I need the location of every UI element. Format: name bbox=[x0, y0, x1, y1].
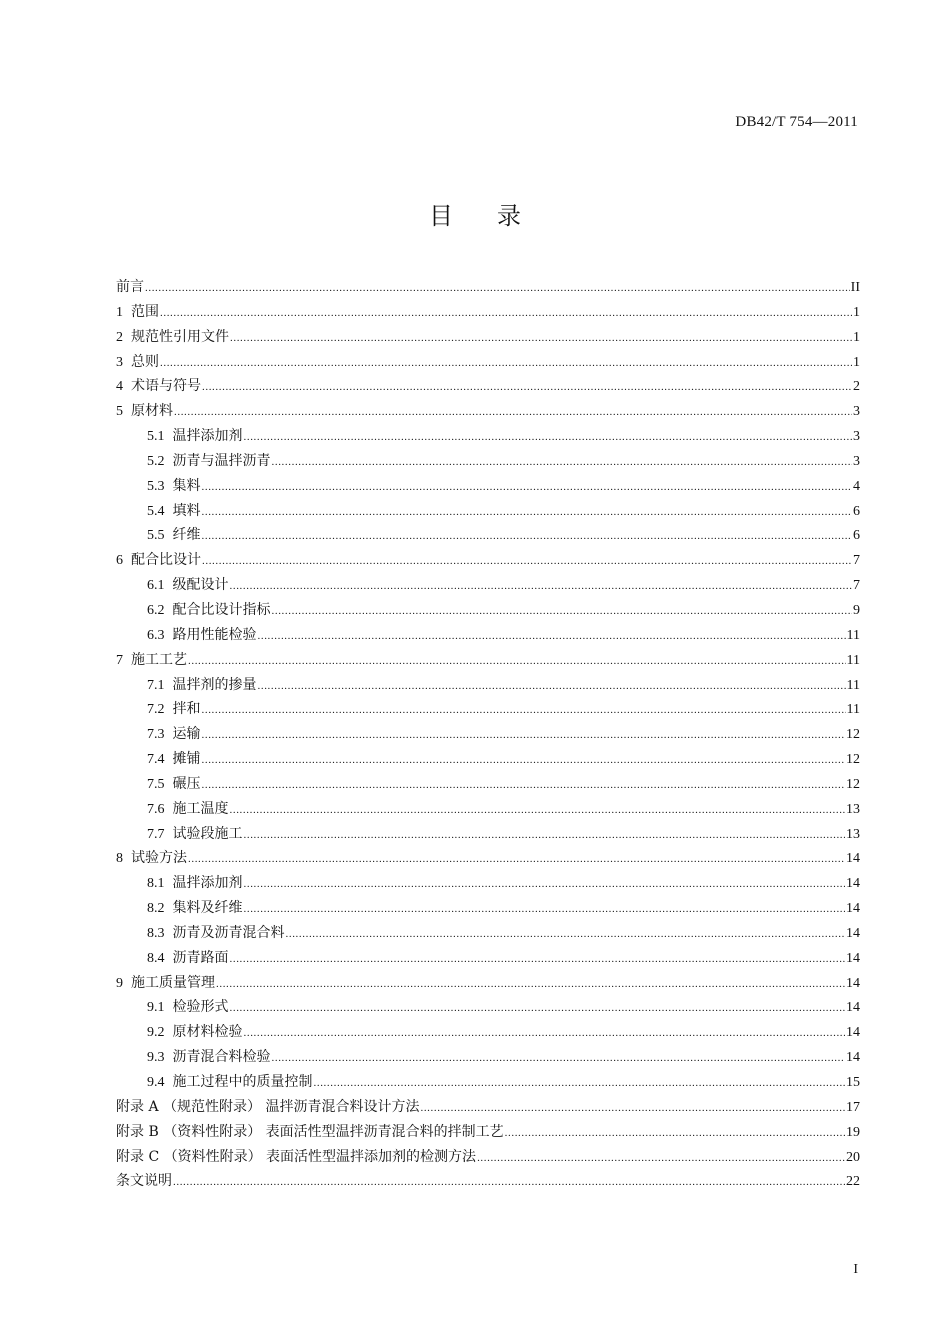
toc-entry-page: 14 bbox=[846, 1050, 860, 1066]
toc-entry-number: 6 bbox=[116, 553, 123, 569]
toc-entry-number: 4 bbox=[116, 379, 123, 395]
toc-entry[interactable] bbox=[116, 648, 860, 673]
toc-leader-dots bbox=[258, 624, 846, 649]
toc-leader-dots bbox=[202, 773, 846, 798]
toc-entry-page: II bbox=[850, 280, 860, 295]
toc-entry-number: 5.5 bbox=[147, 528, 165, 544]
toc-entry-text: 术语与符号 bbox=[131, 378, 201, 395]
toc-entry-text: 温拌剂的掺量 bbox=[172, 676, 257, 693]
toc-entry[interactable] bbox=[116, 896, 860, 921]
toc-entry-page: 11 bbox=[846, 702, 860, 718]
toc-entry[interactable] bbox=[116, 449, 860, 474]
toc-entry[interactable] bbox=[116, 424, 860, 449]
toc-entry-page: 6 bbox=[853, 503, 860, 519]
toc-entry-page: 12 bbox=[846, 776, 860, 792]
toc-leader-dots bbox=[230, 996, 846, 1021]
toc-leader-dots bbox=[272, 599, 853, 624]
toc-entry-text: 纤维 bbox=[172, 527, 201, 544]
toc-leader-dots bbox=[244, 897, 846, 922]
toc-entry-number: 6.1 bbox=[147, 578, 165, 594]
toc-entry-number: 8.4 bbox=[147, 950, 165, 966]
toc-entry-label bbox=[147, 673, 257, 699]
toc-entry-page: 20 bbox=[846, 1149, 860, 1165]
toc-entry-number: 5.4 bbox=[147, 503, 165, 519]
toc-entry-text: 集料 bbox=[172, 477, 201, 494]
toc-entry-number: 9 bbox=[116, 975, 123, 991]
toc-entry-page: 12 bbox=[846, 752, 860, 768]
toc-entry-label bbox=[147, 946, 229, 972]
toc-leader-dots bbox=[188, 847, 845, 872]
toc-entry-page: 14 bbox=[846, 876, 860, 892]
toc-leader-dots bbox=[420, 1096, 845, 1121]
toc-entry[interactable] bbox=[116, 573, 860, 598]
toc-entry[interactable] bbox=[116, 374, 860, 399]
toc-entry[interactable] bbox=[116, 325, 860, 350]
toc-entry-label bbox=[116, 374, 201, 400]
toc-entry-number: 7.4 bbox=[147, 752, 165, 768]
toc-leader-dots bbox=[174, 400, 852, 425]
toc-leader-dots bbox=[244, 1021, 846, 1046]
toc-entry-text: 温拌添加剂 bbox=[172, 875, 243, 892]
toc-entry-label bbox=[116, 275, 144, 300]
toc-entry-page: 2 bbox=[853, 379, 860, 395]
toc-entry-text: 试验方法 bbox=[131, 850, 187, 867]
toc-entry-page: 15 bbox=[846, 1075, 860, 1090]
toc-entry[interactable] bbox=[116, 399, 860, 424]
toc-leader-dots bbox=[286, 922, 846, 947]
toc-entry-number: 9.4 bbox=[147, 1075, 165, 1090]
toc-entry-number: 9.2 bbox=[147, 1025, 165, 1041]
toc-leader-dots bbox=[230, 326, 852, 351]
toc-entry-label bbox=[147, 797, 229, 823]
toc-entry[interactable] bbox=[116, 350, 860, 375]
toc-entry-number: 5.3 bbox=[147, 478, 165, 494]
toc-leader-dots bbox=[216, 972, 845, 997]
toc-entry-label bbox=[147, 499, 201, 525]
toc-entry[interactable] bbox=[116, 1145, 860, 1170]
toc-entry-page: 13 bbox=[846, 826, 860, 842]
toc-entry-label bbox=[116, 548, 201, 574]
toc-leader-dots bbox=[145, 276, 850, 301]
toc-entry-page: 9 bbox=[853, 602, 860, 618]
toc-entry-label bbox=[147, 623, 257, 649]
toc-entry-number: 7.2 bbox=[147, 702, 165, 718]
toc-entry-number: 7.7 bbox=[147, 826, 165, 842]
toc-entry-page: 6 bbox=[853, 528, 860, 544]
toc-entry-label bbox=[147, 474, 201, 500]
toc-leader-dots bbox=[202, 475, 853, 500]
toc-leader-dots bbox=[202, 698, 846, 723]
toc-entry[interactable] bbox=[116, 1020, 860, 1045]
toc-entry-number: 9.1 bbox=[147, 1000, 165, 1016]
toc-entry-page: 3 bbox=[853, 429, 860, 445]
toc-entry[interactable] bbox=[116, 300, 860, 325]
toc-entry-label bbox=[116, 325, 229, 351]
toc-entry-page: 14 bbox=[846, 950, 860, 966]
page-number: I bbox=[853, 1262, 858, 1277]
toc-entry[interactable] bbox=[116, 995, 860, 1020]
toc-entry-label bbox=[116, 648, 187, 674]
toc-entry-text: 附录 B （资料性附录） 表面活性型温拌沥青混合料的拌制工艺 bbox=[116, 1123, 504, 1140]
toc-entry-label bbox=[147, 871, 243, 897]
toc-leader-dots bbox=[505, 1121, 845, 1146]
toc-entry-page: 7 bbox=[853, 553, 860, 569]
toc-entry[interactable] bbox=[116, 673, 860, 698]
toc-entry-number: 2 bbox=[116, 329, 123, 345]
toc-entry-label bbox=[147, 449, 271, 475]
toc-entry-label bbox=[147, 1020, 243, 1046]
toc-entry[interactable] bbox=[116, 523, 860, 548]
toc-entry-text: 配合比设计 bbox=[131, 552, 201, 569]
toc-entry-page: 11 bbox=[846, 652, 860, 668]
toc-leader-dots bbox=[272, 1046, 846, 1071]
toc-entry-label bbox=[147, 697, 201, 723]
toc-entry[interactable] bbox=[116, 846, 860, 871]
toc-leader-dots bbox=[477, 1146, 845, 1171]
toc-entry-text: 级配设计 bbox=[172, 577, 229, 594]
toc-entry-text: 总则 bbox=[131, 353, 159, 370]
toc-entry[interactable] bbox=[116, 921, 860, 946]
toc-entry[interactable] bbox=[116, 1120, 860, 1145]
toc-entry-text: 附录 C （资料性附录） 表面活性型温拌添加剂的检测方法 bbox=[116, 1148, 477, 1165]
toc-leader-dots bbox=[244, 823, 846, 848]
toc-entry[interactable] bbox=[116, 772, 860, 797]
toc-entry-number: 8 bbox=[116, 851, 123, 867]
toc-entry-page: 1 bbox=[853, 304, 860, 320]
toc-entry-text: 碾压 bbox=[172, 775, 201, 792]
toc-entry-label bbox=[147, 822, 243, 848]
toc-entry-text: 摊铺 bbox=[172, 751, 201, 768]
toc-entry-page: 7 bbox=[853, 578, 860, 594]
toc-entry-text: 沥青及沥青混合料 bbox=[172, 924, 285, 941]
toc-entry[interactable] bbox=[116, 822, 860, 847]
toc-entry-number: 5.2 bbox=[147, 453, 165, 469]
toc-entry-text: 集料及纤维 bbox=[172, 900, 243, 917]
toc-leader-dots bbox=[230, 947, 846, 972]
toc-entry-label bbox=[116, 1095, 419, 1120]
toc-entry[interactable] bbox=[116, 1169, 860, 1194]
toc-entry-page: 13 bbox=[846, 801, 860, 817]
toc-entry-label bbox=[116, 1145, 476, 1170]
toc-leader-dots bbox=[202, 524, 853, 549]
toc-entry-text: 附录 A （规范性附录） 温拌沥青混合料设计方法 bbox=[116, 1098, 420, 1115]
toc-leader-dots bbox=[188, 649, 846, 674]
toc-entry-label bbox=[147, 598, 271, 624]
toc-entry[interactable] bbox=[116, 548, 860, 573]
toc-entry-text: 温拌添加剂 bbox=[172, 428, 243, 445]
toc-entry-text: 原材料 bbox=[131, 403, 173, 420]
toc-entry-text: 施工温度 bbox=[172, 800, 229, 817]
toc-leader-dots bbox=[173, 1170, 845, 1195]
toc-entry[interactable] bbox=[116, 697, 860, 722]
toc-leader-dots bbox=[258, 674, 846, 699]
toc-entry-label bbox=[147, 896, 243, 922]
toc-entry-text: 条文说明 bbox=[116, 1173, 172, 1190]
page-title: 目录 bbox=[429, 202, 565, 230]
toc-leader-dots bbox=[244, 425, 853, 450]
toc-entry-label bbox=[147, 523, 201, 549]
toc-entry-text: 施工质量管理 bbox=[131, 974, 215, 991]
toc-entry-label bbox=[147, 722, 201, 748]
toc-leader-dots bbox=[202, 723, 846, 748]
toc-entry-number: 3 bbox=[116, 354, 123, 370]
toc-entry-text: 范围 bbox=[131, 303, 159, 320]
toc-leader-dots bbox=[202, 748, 846, 773]
toc-entry-number: 8.3 bbox=[147, 925, 165, 941]
toc-entry-text: 检验形式 bbox=[172, 999, 229, 1016]
document-code: DB42/T 754—2011 bbox=[735, 114, 858, 130]
toc-entry-number: 7.3 bbox=[147, 727, 165, 743]
toc-entry-label bbox=[147, 1070, 313, 1096]
toc-entry-number: 7.6 bbox=[147, 801, 165, 817]
toc-entry-page: 3 bbox=[853, 453, 860, 469]
toc-entry-text: 拌和 bbox=[172, 701, 201, 718]
toc-entry-label bbox=[116, 1169, 172, 1194]
toc-entry-number: 7.5 bbox=[147, 776, 165, 792]
toc-entry[interactable] bbox=[116, 871, 860, 896]
toc-entry[interactable] bbox=[116, 1045, 860, 1070]
toc-entry-text: 施工过程中的质量控制 bbox=[172, 1074, 313, 1090]
toc-entry-text: 试验段施工 bbox=[172, 825, 243, 842]
toc-entry-label bbox=[147, 921, 285, 947]
toc-entry-page: 14 bbox=[846, 925, 860, 941]
toc-entry-label bbox=[147, 424, 243, 450]
toc-entry-page: 14 bbox=[846, 901, 860, 917]
toc-entry[interactable] bbox=[116, 971, 860, 996]
toc-entry-text: 沥青路面 bbox=[172, 949, 229, 966]
toc-entry-text: 填料 bbox=[172, 502, 201, 519]
toc-entry-page: 3 bbox=[853, 404, 860, 420]
toc-entry[interactable] bbox=[116, 598, 860, 623]
toc-entry-page: 11 bbox=[846, 627, 860, 643]
toc-leader-dots bbox=[230, 798, 846, 823]
toc-entry-page: 11 bbox=[846, 677, 860, 693]
toc-entry-text: 原材料检验 bbox=[172, 1024, 243, 1041]
toc-entry-page: 14 bbox=[846, 851, 860, 867]
toc-entry-number: 1 bbox=[116, 304, 123, 320]
toc-entry-label bbox=[116, 971, 215, 997]
toc-leader-dots bbox=[202, 549, 852, 574]
toc-entry-page: 1 bbox=[853, 329, 860, 345]
toc-entry-number: 8.2 bbox=[147, 901, 165, 917]
toc-entry-page: 14 bbox=[846, 975, 860, 991]
toc-entry-text: 路用性能检验 bbox=[172, 626, 257, 643]
toc-entry-text: 前言 bbox=[116, 279, 144, 295]
toc-entry-number: 5.1 bbox=[147, 429, 165, 445]
toc-entry-label bbox=[116, 846, 187, 872]
toc-entry[interactable] bbox=[116, 275, 860, 300]
toc-entry-label bbox=[116, 350, 159, 376]
toc-entry-label bbox=[147, 772, 201, 798]
toc-entry-page: 22 bbox=[846, 1174, 860, 1190]
toc-entry-label bbox=[147, 1045, 271, 1071]
toc-entry[interactable] bbox=[116, 1070, 860, 1095]
toc-leader-dots bbox=[314, 1071, 846, 1096]
toc-entry-number: 9.3 bbox=[147, 1050, 165, 1066]
toc-entry[interactable] bbox=[116, 797, 860, 822]
toc-entry-number: 7.1 bbox=[147, 677, 165, 693]
table-of-contents bbox=[116, 275, 860, 1194]
toc-entry-text: 运输 bbox=[172, 726, 201, 743]
toc-entry-number: 5 bbox=[116, 404, 123, 420]
toc-entry-text: 沥青与温拌沥青 bbox=[172, 452, 271, 469]
toc-entry[interactable] bbox=[116, 623, 860, 648]
toc-entry[interactable] bbox=[116, 474, 860, 499]
toc-entry-page: 14 bbox=[846, 1025, 860, 1041]
toc-entry[interactable] bbox=[116, 722, 860, 747]
toc-entry-page: 1 bbox=[853, 354, 860, 370]
toc-entry-label bbox=[116, 399, 173, 425]
toc-entry[interactable] bbox=[116, 946, 860, 971]
toc-entry-page: 17 bbox=[846, 1099, 860, 1115]
toc-leader-dots bbox=[202, 375, 852, 400]
toc-entry-number: 7 bbox=[116, 652, 123, 668]
toc-entry-page: 4 bbox=[853, 478, 860, 494]
toc-entry[interactable] bbox=[116, 747, 860, 772]
toc-leader-dots bbox=[202, 500, 853, 525]
toc-leader-dots bbox=[160, 351, 852, 376]
toc-leader-dots bbox=[230, 574, 853, 599]
toc-entry-page: 14 bbox=[846, 1000, 860, 1016]
toc-entry[interactable] bbox=[116, 1095, 860, 1120]
toc-entry-number: 8.1 bbox=[147, 876, 165, 892]
toc-entry-label bbox=[116, 300, 159, 326]
toc-entry-page: 12 bbox=[846, 727, 860, 743]
toc-entry-label bbox=[147, 995, 229, 1021]
toc-entry[interactable] bbox=[116, 499, 860, 524]
toc-leader-dots bbox=[244, 872, 846, 897]
toc-entry-text: 配合比设计指标 bbox=[172, 601, 271, 618]
toc-entry-text: 规范性引用文件 bbox=[131, 328, 229, 345]
toc-entry-text: 沥青混合料检验 bbox=[172, 1049, 271, 1066]
toc-entry-page: 19 bbox=[846, 1124, 860, 1140]
toc-entry-label bbox=[116, 1120, 504, 1145]
toc-entry-label bbox=[147, 747, 201, 773]
toc-entry-number: 6.2 bbox=[147, 602, 165, 618]
toc-leader-dots bbox=[160, 301, 852, 326]
toc-leader-dots bbox=[272, 450, 853, 475]
toc-entry-text: 施工工艺 bbox=[131, 651, 187, 668]
toc-entry-number: 6.3 bbox=[147, 627, 165, 643]
toc-entry-label bbox=[147, 573, 229, 599]
